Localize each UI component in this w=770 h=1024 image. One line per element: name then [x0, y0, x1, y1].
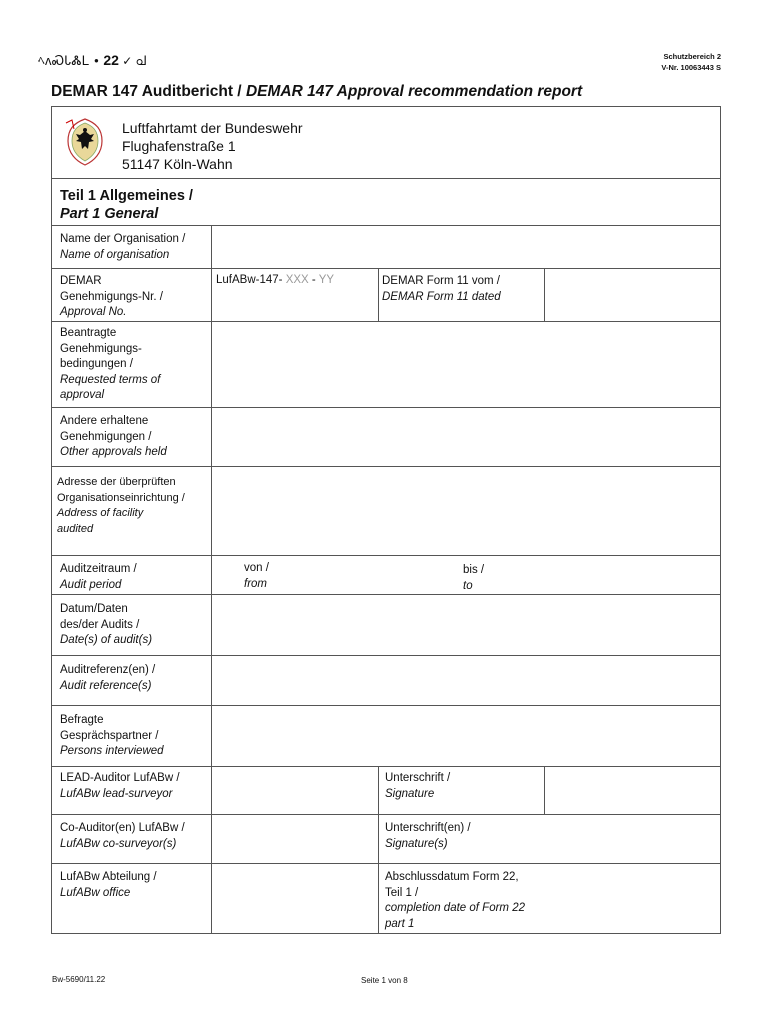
- approval-form: [51, 106, 721, 934]
- office-field[interactable]: [214, 866, 376, 932]
- approval-no-label: DEMAR Genehmigungs-Nr. / Approval No.: [60, 275, 163, 318]
- audit-dates-field[interactable]: [214, 598, 718, 652]
- audit-refs-label: Auditreferenz(en) / Audit reference(s): [60, 664, 156, 692]
- checkmark-icon: ✓: [118, 54, 133, 68]
- requested-terms-field[interactable]: [214, 324, 718, 404]
- completion-date-label: Abschlussdatum Form 22, Teil 1 / completion date of Form 22 part 1: [385, 871, 525, 930]
- audit-dates-label: Datum/Daten des/der Audits / Date(s) of audit(s): [60, 603, 153, 646]
- form-id: Bw-5690/11.22: [52, 975, 106, 984]
- facility-address-field[interactable]: [214, 469, 718, 552]
- protection-level: Schutzbereich 2: [663, 52, 721, 61]
- form11-date-field[interactable]: [547, 271, 717, 317]
- org-name-field[interactable]: [214, 228, 718, 266]
- audit-to-label[interactable]: bis / to: [463, 564, 485, 592]
- lead-auditor-field[interactable]: [214, 769, 376, 812]
- lead-auditor-label: LEAD-Auditor LufABw / LufABw lead-surveyor: [60, 772, 180, 800]
- approval-no-field[interactable]: LufABw-147- XXX - YY: [216, 274, 335, 286]
- form-code: [38, 50, 147, 69]
- persons-label: Befragte Gesprächspartner / Persons interviewed: [60, 714, 164, 757]
- co-auditor-field[interactable]: [214, 817, 376, 861]
- eagle-emblem-icon: [64, 117, 106, 167]
- authority-logo: [64, 117, 106, 167]
- part1-heading: Teil 1 Allgemeines / Part 1 General: [60, 188, 193, 222]
- signatures-label: Unterschrift(en) / Signature(s): [385, 822, 471, 850]
- facility-address-label: Adresse der überprüften Organisationseinrichtung / Address of facility audited: [57, 476, 185, 535]
- v-number: V-Nr. 10063443 S: [661, 63, 721, 72]
- office-label: LufABw Abteilung / LufABw office: [60, 871, 157, 899]
- authority-address: Luftfahrtamt der Bundeswehr Flughafenstraße 1 51147 Köln-Wahn: [122, 120, 303, 172]
- form-code-text: ﾍᴧᏍᏓᏜᏞ • ߊߋ: [38, 53, 147, 68]
- persons-field[interactable]: [214, 708, 718, 763]
- audit-refs-field[interactable]: [214, 658, 718, 702]
- org-name-label: Name der Organisation / Name of organisation: [60, 233, 186, 261]
- audit-period-label: Auditzeitraum / Audit period: [60, 563, 137, 591]
- co-auditor-label: Co-Auditor(en) LufABw / LufABw co-surveyor(s): [60, 822, 185, 850]
- audit-from-label[interactable]: von / from: [244, 562, 269, 590]
- form-code-number: 22: [103, 52, 119, 68]
- requested-terms-label: Beantragte Genehmigungs- bedingungen / Requested terms of approval: [60, 327, 161, 401]
- header-meta: [661, 51, 721, 73]
- page-number: Seite 1 von 8: [361, 976, 408, 985]
- signature-label: Unterschrift / Signature: [385, 772, 451, 800]
- other-approvals-label: Andere erhaltene Genehmigungen / Other approvals held: [60, 415, 167, 458]
- page-title: DEMAR 147 Auditbericht / DEMAR 147 Approval recommendation report: [51, 83, 583, 100]
- signature-field[interactable]: [547, 769, 717, 812]
- other-approvals-field[interactable]: [214, 410, 718, 463]
- form11-label: DEMAR Form 11 vom / DEMAR Form 11 dated: [382, 275, 501, 303]
